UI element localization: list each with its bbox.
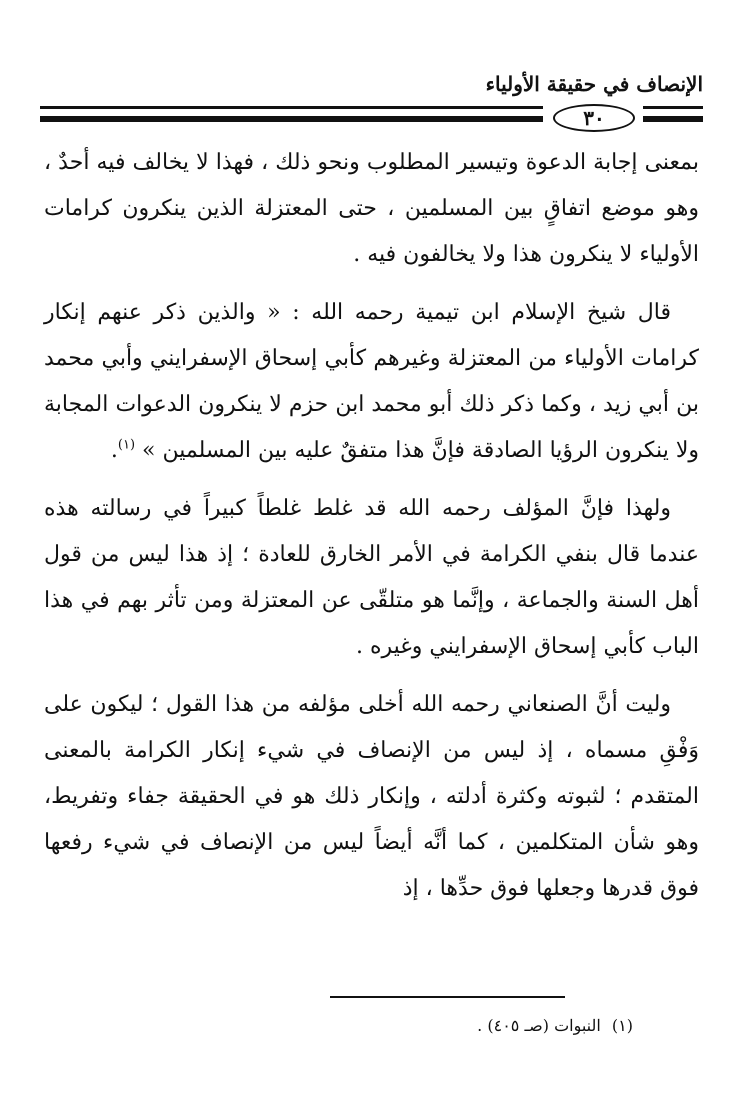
footnote-number: (١) [611,1016,633,1035]
footnote-separator [330,996,565,998]
footnote [477,1016,633,1035]
footnote-reference[interactable]: (١) [117,437,136,453]
paragraph-2-end: . [110,438,118,463]
paragraph-2-text: قال شيخ الإسلام ابن تيمية رحمه الله : « والذين ذكر عنهم إنكار كرامات الأولياء من المعتزلة وغيرهم كأبي إسحاق الإسفرايني وأبي محمد بن أبي زيد ، وكما ذكر ذلك أبو محمد ابن حزم لا ينكرون الدعوات المجابة ولا ينكرون الرؤيا الصادقة فإنَّ هذا متفقٌ عليه بين المسلمين » [44,300,699,463]
page-header [40,72,703,132]
paragraph-4: وليت أنَّ الصنعاني رحمه الله أخلى مؤلفه من هذا القول ؛ ليكون على وَفْقِ مسماه ، إذ ليس من الإنصاف في شيء إنكار الكرامة بالمعنى المتقدم ؛ لثبوته وكثرة أدلته ، وإنكار ذلك هو في الحقيقة جفاء وتفريط، وهو شأن المتكلمين ، كما أنَّه أيضاً ليس من الإنصاف في شيء رفعها فوق قدرها وجعلها فوق حدِّها ، إذ [44,692,699,901]
page-number: ٣٠ [553,104,635,132]
footnote-text: النبوات (صـ ٤٠٥) . [477,1016,601,1035]
paragraph-3: ولهذا فإنَّ المؤلف رحمه الله قد غلط غلطاً كبيراً في رسالته هذه عندما قال بنفي الكرامة في الأمر الخارق للعادة ؛ إذ هذا ليس من قول أهل السنة والجماعة ، وإنَّما هو متلقّى عن المعتزلة ومن تأثر بهم في هذا الباب كأبي إسحاق الإسفرايني وغيره . [44,496,699,659]
page-number-frame [543,102,643,134]
paragraph-2 [44,290,699,474]
running-title: الإنصاف في حقيقة الأولياء [485,72,703,96]
paragraph-1: بمعنى إجابة الدعوة وتيسير المطلوب ونحو ذلك ، فهذا لا يخالف فيه أحدٌ ، وهو موضع اتفاقٍ بين المسلمين ، حتى المعتزلة الذين ينكرون كرامات الأولياء لا ينكرون هذا ولا يخالفون فيه . [44,150,699,267]
page-body [44,140,699,924]
